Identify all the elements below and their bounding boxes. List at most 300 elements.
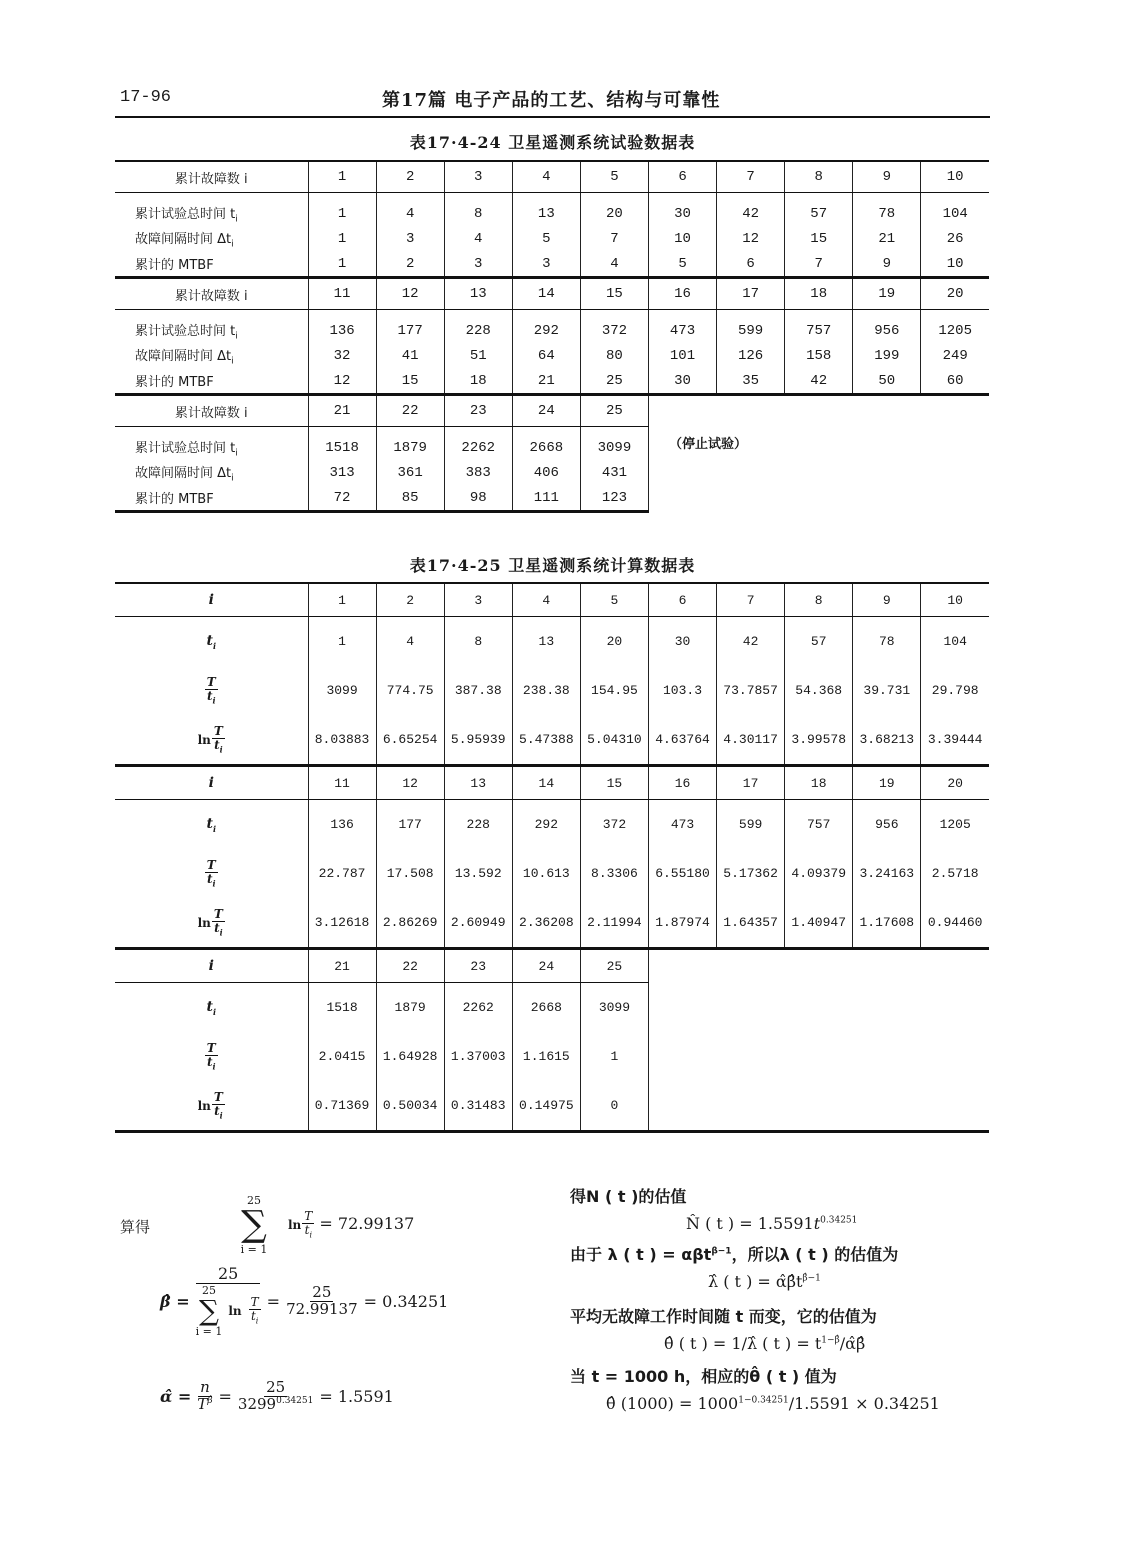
table2-caption: 表17·4-25 卫星遥测系统计算数据表: [409, 556, 696, 575]
table1-index-cell: [717, 395, 785, 427]
table1-cell: 757: [785, 310, 853, 344]
page-header-title: 第17篇 电子产品的工艺、结构与可靠性: [382, 90, 721, 111]
table1-label-total_time-text: 累计试验总时间 t: [135, 440, 236, 456]
table1-index-label: 累计故障数 i: [115, 395, 308, 427]
table2-cell: 2262: [444, 983, 512, 1033]
table2-cell: [717, 983, 785, 1033]
table1-cell: 72: [308, 485, 376, 512]
table2-cell: 154.95: [580, 666, 648, 715]
table1-index-cell: 15: [580, 278, 648, 310]
table1-cell: 1879: [376, 427, 444, 461]
table1-cell: 372: [580, 310, 648, 344]
theta-1000: [606, 1394, 940, 1413]
table1-cell: 80: [580, 343, 648, 368]
table2-cell: 372: [580, 800, 648, 850]
table1-cell: 42: [785, 368, 853, 395]
sum-expression: [236, 1194, 272, 1256]
table1-index-cell: 20: [921, 278, 989, 310]
table2-cell: 20: [580, 617, 648, 667]
n-estimate-text: N̂ ( t ) = 1.5591: [686, 1214, 814, 1233]
table1-index-cell: 24: [512, 395, 580, 427]
table2-cell: 3.68213: [853, 715, 921, 766]
ratio-denominator: $t_i$: [214, 1103, 223, 1121]
table1-cell: 3: [376, 226, 444, 251]
table2-cell: 42: [717, 617, 785, 667]
table1-index-cell: 10: [921, 161, 989, 193]
table2-cell: 3099: [580, 983, 648, 1033]
table2-cell: 3.39444: [921, 715, 989, 766]
table1-cell: 57: [785, 193, 853, 227]
table2-cell: 0: [580, 1081, 648, 1132]
table2-cell: 39.731: [853, 666, 921, 715]
table2-cell: 3.99578: [785, 715, 853, 766]
theta-tail: /α̂β̂: [839, 1334, 866, 1353]
alpha-exponent: 0.34251: [276, 1395, 314, 1406]
table1-index-row: [115, 161, 989, 193]
ratio-numerator: T: [206, 675, 216, 690]
table2-cell: 0.14975: [512, 1081, 580, 1132]
ratio-fraction: [205, 859, 218, 887]
table2-cell: 238.38: [512, 666, 580, 715]
table2-index-cell: [717, 949, 785, 983]
table2-index-cell: 22: [376, 949, 444, 983]
theta-1000-statement: 当 t = 1000 h，相应的θ̂ ( t ) 值为: [570, 1367, 837, 1386]
table2-cell: 0.94460: [921, 898, 989, 949]
table2-cell: 6.55180: [648, 849, 716, 898]
table2-cell: 599: [717, 800, 785, 850]
table2-row-ratio: [115, 1032, 989, 1081]
table1-cell: 4: [444, 226, 512, 251]
table1-cell: 2668: [512, 427, 580, 461]
table1-index-label: 累计故障数 i: [115, 278, 308, 310]
table2-row-t: [115, 617, 989, 667]
table1-index-cell: 1: [308, 161, 376, 193]
table1-index-cell: [921, 395, 989, 427]
table2-index-cell: 25: [580, 949, 648, 983]
table1-row-total_time: [115, 427, 989, 461]
ln-symbol: ln: [197, 915, 211, 930]
table1-label-mtbf: [115, 485, 308, 512]
theta-exponent: 1−β̂: [821, 1335, 840, 1346]
table1-index-cell: 3: [444, 161, 512, 193]
beta-denominator-2: 72.99137: [286, 1299, 358, 1318]
table2-cell: 228: [444, 800, 512, 850]
table1-row-interval: [115, 343, 989, 368]
table1-cell: 383: [444, 460, 512, 485]
ratio-fraction: [212, 908, 225, 936]
table1-cell: 51: [444, 343, 512, 368]
table1-cell: 292: [512, 310, 580, 344]
table2-row-ln: [115, 1081, 989, 1132]
table2-index-cell: 3: [444, 583, 512, 617]
alpha-result: = 1.5591: [319, 1386, 394, 1406]
table2-cell: 774.75: [376, 666, 444, 715]
beta-hat: β̂ =: [160, 1291, 190, 1311]
table2-index-cell: 24: [512, 949, 580, 983]
table2-cell: 136: [308, 800, 376, 850]
table2-index-label: i: [115, 583, 308, 617]
table1-label-mtbf: [115, 368, 308, 395]
table2-index-cell: [648, 949, 716, 983]
theta-estimate: [664, 1334, 865, 1353]
table2-cell: 4.09379: [785, 849, 853, 898]
sigma-symbol: ∑: [241, 1204, 267, 1245]
table2-index-cell: 7: [717, 583, 785, 617]
table1-cell: 7: [785, 251, 853, 278]
ratio-numerator: T: [206, 858, 216, 873]
lambda-estimate-exponent: β̂−1: [802, 1273, 821, 1284]
page-number: 17-96: [120, 88, 172, 107]
calc-data-table: [115, 582, 989, 1133]
table2-cell: 73.7857: [717, 666, 785, 715]
table1-cell: 406: [512, 460, 580, 485]
ln-ratio-label: [115, 1081, 308, 1132]
table1-label-interval-text: 故障间隔时间 Δt: [135, 348, 232, 364]
table2-cell: [648, 1032, 716, 1081]
table1-label-total_time: 累计试验总时间 $t_i$: [135, 206, 238, 225]
table2-cell: 17.508: [376, 849, 444, 898]
table2-row-ln: [115, 898, 989, 949]
table2-cell: 387.38: [444, 666, 512, 715]
table2-cell: 4: [376, 617, 444, 667]
table1-index-cell: 7: [717, 161, 785, 193]
table1-index-cell: 19: [853, 278, 921, 310]
table2-cell: [648, 1081, 716, 1132]
table1-cell: 3099: [580, 427, 648, 461]
table1-label-mtbf: [115, 251, 308, 278]
table2-cell: 29.798: [921, 666, 989, 715]
table2-cell: 8: [444, 617, 512, 667]
table1-cell: 158: [785, 343, 853, 368]
table2-cell: 4.63764: [648, 715, 716, 766]
table2-row-ratio: [115, 849, 989, 898]
table2-index-cell: 21: [308, 949, 376, 983]
table2-cell: 0.71369: [308, 1081, 376, 1132]
table2-index-cell: 17: [717, 766, 785, 800]
theta-1000-exponent: 1−0.34251: [738, 1395, 789, 1406]
table1-cell: 12: [308, 368, 376, 395]
n-estimate-exponent: 0.34251: [820, 1215, 858, 1226]
header-rule: [115, 116, 990, 118]
lambda-tail: ，所以λ ( t ) 的估值为: [731, 1245, 899, 1264]
n-estimate: N̂ ( t ) = $1.5591t^{0.34251}$: [686, 1214, 858, 1233]
table1-cell: 50: [853, 368, 921, 395]
table2-cell: 54.368: [785, 666, 853, 715]
table1-cell: 15: [376, 368, 444, 395]
table2-cell: 1.1615: [512, 1032, 580, 1081]
table1-index-label: 累计故障数 i: [115, 161, 308, 193]
table2-cell: [785, 1081, 853, 1132]
table2-index-row: [115, 766, 989, 800]
table1-row-mtbf: [115, 368, 989, 395]
ratio-denominator: $t_i$: [206, 871, 216, 889]
table2-index-cell: 19: [853, 766, 921, 800]
table2-cell: 5.95939: [444, 715, 512, 766]
table1-cell: 1: [308, 226, 376, 251]
table1-cell: 249: [921, 343, 989, 368]
table1-index-cell: [853, 395, 921, 427]
table1-row-total_time: [115, 193, 989, 227]
table2-row-t: [115, 983, 989, 1033]
table2-index-cell: 15: [580, 766, 648, 800]
table1-cell: 1: [308, 251, 376, 278]
table1-label-mtbf-text: 累计的 MTBF: [135, 375, 214, 390]
table2-cell: [921, 1081, 989, 1132]
table1-cell: 1518: [308, 427, 376, 461]
ratio-numerator: T: [213, 1090, 223, 1105]
table2-row-ratio: [115, 666, 989, 715]
table2-cell: 103.3: [648, 666, 716, 715]
table2-index-cell: 6: [648, 583, 716, 617]
table1-cell: 4: [376, 193, 444, 227]
beta-equals: =: [266, 1291, 281, 1311]
table2-index-cell: 11: [308, 766, 376, 800]
t-symbol: t: [206, 632, 213, 649]
alpha-denominator: T: [197, 1394, 208, 1413]
table2-cell: 10.613: [512, 849, 580, 898]
lambda-exponent: β−1: [711, 1246, 732, 1257]
table1-index-cell: 21: [308, 395, 376, 427]
table2-cell: 0.31483: [444, 1081, 512, 1132]
lambda-statement: [570, 1242, 898, 1265]
table2-row-t: [115, 800, 989, 850]
table1-cell: 10: [921, 251, 989, 278]
ratio-label: [115, 666, 308, 715]
ln-symbol: ln: [197, 732, 211, 747]
table2-index-cell: 18: [785, 766, 853, 800]
theta-1000-text: θ̂ (1000) = 1000: [606, 1394, 739, 1413]
table1-cell: 98: [444, 485, 512, 512]
table2-index-cell: 5: [580, 583, 648, 617]
table1-row-total_time: [115, 310, 989, 344]
table1-cell: 20: [580, 193, 648, 227]
stop-test-note: （停止试验）: [648, 427, 989, 512]
ln-ratio-label: [115, 898, 308, 949]
table2-cell: 1205: [921, 800, 989, 850]
table1-cell: 4: [580, 251, 648, 278]
table1-cell: 3: [444, 251, 512, 278]
table2-cell: 13: [512, 617, 580, 667]
alpha-numerator-2: 25: [266, 1378, 286, 1396]
table1-cell: 78: [853, 193, 921, 227]
table2-index-label: i: [115, 766, 308, 800]
computed-label: 算得: [120, 1218, 151, 1236]
table2-cell: [717, 1081, 785, 1132]
table2-cell: 1.40947: [785, 898, 853, 949]
table1-cell: 41: [376, 343, 444, 368]
table2-index-cell: 10: [921, 583, 989, 617]
table2-cell: 1.37003: [444, 1032, 512, 1081]
table1-label-interval-text: 故障间隔时间 Δt: [135, 231, 232, 247]
table1-cell: 599: [717, 310, 785, 344]
table2-cell: 956: [853, 800, 921, 850]
table1-cell: 85: [376, 485, 444, 512]
table2-cell: 5.47388: [512, 715, 580, 766]
table1-cell: 101: [648, 343, 716, 368]
ratio-label: [115, 849, 308, 898]
table1-cell: 10: [648, 226, 716, 251]
table1-cell: 7: [580, 226, 648, 251]
ratio-numerator: T: [213, 724, 223, 739]
ratio-denominator: $t_i$: [214, 920, 223, 938]
table2-cell: 5.17362: [717, 849, 785, 898]
table2-cell: 1518: [308, 983, 376, 1033]
table1-cell: 26: [921, 226, 989, 251]
theta-estimate-text: θ̂ ( t ) = 1/λ̂ ( t ) = t: [664, 1334, 822, 1353]
table2-cell: [921, 983, 989, 1033]
beta-equation: β̂ = 25 25 ∑ i = 1 ln $\frac{T}{t_i}$ = $\frac{25}{72.99137}$ = 0.34251: [160, 1264, 449, 1338]
table2-cell: [921, 1032, 989, 1081]
table1-label-mtbf-text: 累计的 MTBF: [135, 492, 214, 507]
ratio-fraction: [205, 1042, 218, 1070]
test-data-table: [115, 160, 989, 513]
table2-cell: 78: [853, 617, 921, 667]
ratio-denominator: $t_i$: [206, 688, 216, 706]
table2-cell: 3099: [308, 666, 376, 715]
table1-index-cell: 16: [648, 278, 716, 310]
table2-cell: 2.36208: [512, 898, 580, 949]
table1-cell: 2262: [444, 427, 512, 461]
table2-index-cell: 20: [921, 766, 989, 800]
table1-index-cell: 5: [580, 161, 648, 193]
table1-index-cell: 22: [376, 395, 444, 427]
table2-index-cell: 12: [376, 766, 444, 800]
table1-cell: 361: [376, 460, 444, 485]
table1-index-cell: 18: [785, 278, 853, 310]
table1-cell: 431: [580, 460, 648, 485]
table1-cell: 13: [512, 193, 580, 227]
sum-upper: 25: [247, 1194, 261, 1207]
ratio-fraction: [205, 676, 218, 704]
table2-cell: [853, 1032, 921, 1081]
table1-cell: 9: [853, 251, 921, 278]
alpha-hat: α̂ =: [160, 1386, 192, 1406]
table2-cell: 1: [580, 1032, 648, 1081]
table2-index-cell: 8: [785, 583, 853, 617]
table1-index-cell: 17: [717, 278, 785, 310]
table1-index-cell: [648, 395, 716, 427]
table1-index-cell: 11: [308, 278, 376, 310]
table2-cell: 2.86269: [376, 898, 444, 949]
table1-cell: 5: [648, 251, 716, 278]
sum-term: ln $\frac{T}{t_i}$ = 72.99137: [288, 1209, 415, 1239]
table2-index-cell: 4: [512, 583, 580, 617]
table1-cell: 228: [444, 310, 512, 344]
ln-symbol: ln: [197, 1098, 211, 1113]
alpha-numerator: n: [200, 1378, 210, 1396]
table1-label-interval: 故障间隔时间 $\Delta t_i$: [135, 465, 234, 484]
table1-index-cell: 9: [853, 161, 921, 193]
table2-cell: 1: [308, 617, 376, 667]
table2-index-cell: 13: [444, 766, 512, 800]
table2-index-label: i: [115, 949, 308, 983]
table1-label-total_time: 累计试验总时间 $t_i$: [135, 440, 238, 459]
table2-cell: 2.11994: [580, 898, 648, 949]
ratio-label: [115, 1032, 308, 1081]
table2-cell: 104: [921, 617, 989, 667]
table2-cell: [853, 983, 921, 1033]
table2-cell: 2.5718: [921, 849, 989, 898]
table1-index-row: [115, 278, 989, 310]
beta-numerator: 25: [196, 1264, 260, 1284]
table1-cell: 30: [648, 368, 716, 395]
table1-index-cell: 8: [785, 161, 853, 193]
table2-t-label: $t_i$: [206, 632, 216, 651]
table1-index-cell: 2: [376, 161, 444, 193]
table1-cell: 3: [512, 251, 580, 278]
table2-cell: 5.04310: [580, 715, 648, 766]
mtbf-statement: 平均无故障工作时间随 t 而变，它的估值为: [570, 1307, 877, 1326]
table1-cell: 1205: [921, 310, 989, 344]
table1-cell: 18: [444, 368, 512, 395]
table2-index-cell: 16: [648, 766, 716, 800]
estimate-intro: 得N ( t )的估值: [570, 1187, 687, 1206]
table2-index-cell: [921, 949, 989, 983]
table1-cell: 42: [717, 193, 785, 227]
table2-cell: 8.03883: [308, 715, 376, 766]
ln-ratio-label: [115, 715, 308, 766]
table1-cell: 35: [717, 368, 785, 395]
beta-numerator-2: 25: [312, 1282, 332, 1301]
table1-cell: 1: [308, 193, 376, 227]
alpha-equals: =: [218, 1386, 232, 1406]
table2-cell: [717, 1032, 785, 1081]
table1-label-mtbf-text: 累计的 MTBF: [135, 258, 214, 273]
lambda-definition: 由于 λ ( t ) = αβt: [570, 1245, 712, 1264]
table2-t-label: $t_i$: [206, 815, 216, 834]
table2-index-cell: [785, 949, 853, 983]
table1-index-cell: 4: [512, 161, 580, 193]
table2-cell: 4.30117: [717, 715, 785, 766]
table1-cell: 8: [444, 193, 512, 227]
sum-lower: i = 1: [240, 1243, 268, 1256]
table1-cell: 5: [512, 226, 580, 251]
table1-index-cell: 23: [444, 395, 512, 427]
table2-cell: 22.787: [308, 849, 376, 898]
table1-row-mtbf: [115, 251, 989, 278]
table2-cell: 2.60949: [444, 898, 512, 949]
sum-result: = 72.99137: [319, 1214, 415, 1234]
table2-cell: 757: [785, 800, 853, 850]
table1-cell: 15: [785, 226, 853, 251]
table1-label-total_time-text: 累计试验总时间 t: [135, 323, 236, 339]
table1-label-interval: 故障间隔时间 $\Delta t_i$: [135, 348, 234, 367]
lambda-estimate-text: λ̂ ( t ) = α̂β̂t: [708, 1272, 803, 1291]
table2-cell: 3.24163: [853, 849, 921, 898]
table2-cell: 2668: [512, 983, 580, 1033]
table2-index-cell: 14: [512, 766, 580, 800]
table1-index-cell: [785, 395, 853, 427]
table2-cell: 177: [376, 800, 444, 850]
table2-cell: 2.0415: [308, 1032, 376, 1081]
table1-cell: 126: [717, 343, 785, 368]
table2-row-ln: [115, 715, 989, 766]
table2-cell: 0.50034: [376, 1081, 444, 1132]
table2-cell: 1879: [376, 983, 444, 1033]
table1-index-cell: 14: [512, 278, 580, 310]
ratio-numerator: T: [213, 907, 223, 922]
table2-cell: [785, 983, 853, 1033]
table1-index-cell: 13: [444, 278, 512, 310]
table1-cell: 136: [308, 310, 376, 344]
table2-cell: [853, 1081, 921, 1132]
table2-t-label: $t_i$: [206, 998, 216, 1017]
table2-cell: 8.3306: [580, 849, 648, 898]
table2-cell: 1.64357: [717, 898, 785, 949]
table1-label-interval-text: 故障间隔时间 Δt: [135, 465, 232, 481]
table1-cell: 21: [512, 368, 580, 395]
table1-cell: 6: [717, 251, 785, 278]
